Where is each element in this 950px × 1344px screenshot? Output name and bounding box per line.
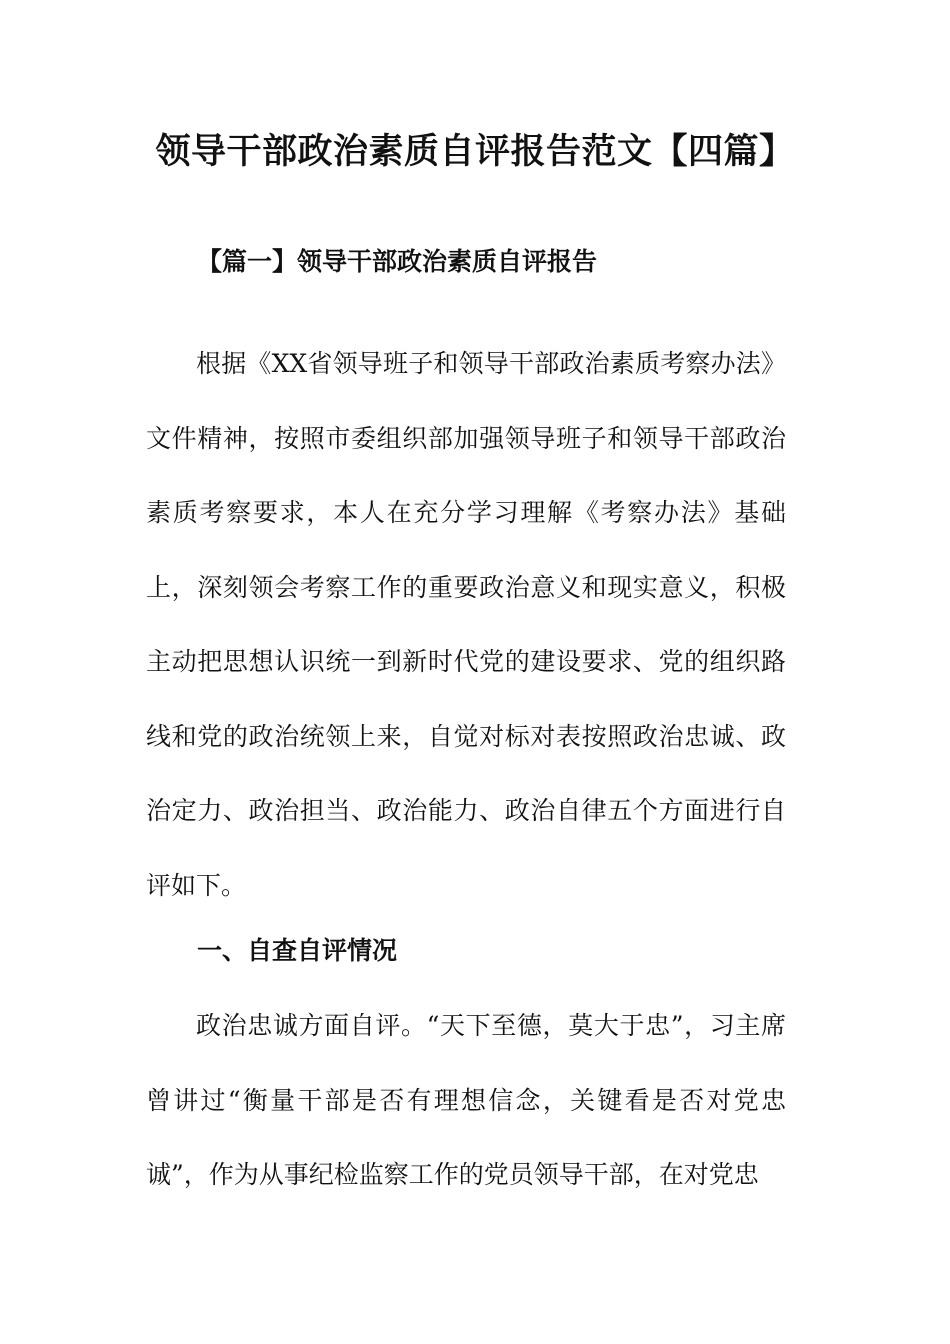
document-title: 领导干部政治素质自评报告范文【四篇】 [155,132,795,172]
body-paragraph: 政治忠诚方面自评。“天下至德，莫大于忠”，习主席曾讲过“衡量干部是否有理想信念，关键看是否对党忠诚”，作为从事纪检监察工作的党员领导干部，在对党忠 [146,1011,786,1189]
body-paragraph: 根据《XX省领导班子和领导干部政治素质考察办法》文件精神，按照市委组织部加强领导班子和领导干部政治素质考察要求，本人在充分学习理解《考察办法》基础上，深刻领会考察工作的重要政治意义和现实意义，积极主动把思想认识统一到新时代党的建设要求、党的组织路线和党的政治统领上来，自觉对标对表按照政治忠诚、政治定力、政治担当、政治能力、政治自律五个方面进行自评如下。 [146,349,786,900]
section-heading: 【篇一】领导干部政治素质自评报告 [197,247,598,276]
sub-heading: 一、自查自评情况 [197,936,398,965]
